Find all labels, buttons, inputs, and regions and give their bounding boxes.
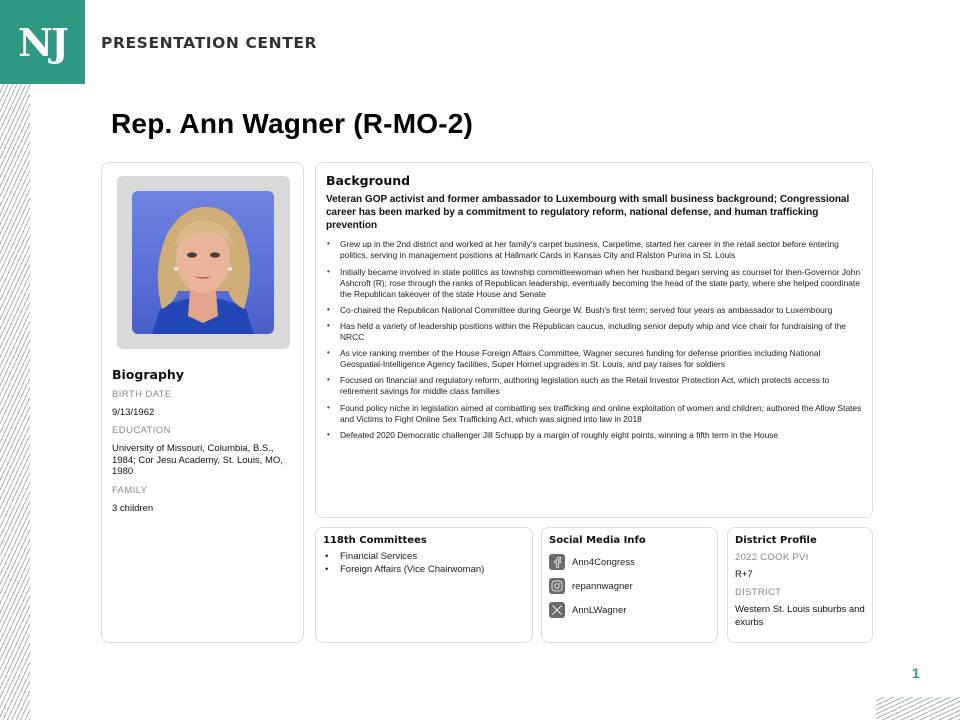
district-label: DISTRICT xyxy=(735,587,782,599)
birth-date-label: BIRTH DATE xyxy=(112,389,172,400)
district-title: District Profile xyxy=(735,535,817,546)
committees-title: 118th Committees xyxy=(323,535,427,546)
logo-text: NJ xyxy=(18,19,67,65)
district-value: Western St. Louis suburbs and exurbs xyxy=(735,604,865,628)
biography-body xyxy=(112,367,297,514)
district-profile-card xyxy=(727,527,873,643)
committees-card xyxy=(315,527,533,643)
cook-pvi-value: R+7 xyxy=(735,569,753,580)
committee-item: • Foreign Affairs (Vice Chairwoman) xyxy=(323,563,526,576)
bottom-hatch-decoration xyxy=(876,697,960,720)
facebook-icon xyxy=(549,554,565,570)
instagram-icon xyxy=(549,578,565,594)
social-media-card xyxy=(541,527,718,643)
biography-card xyxy=(101,162,304,643)
background-body xyxy=(326,173,864,446)
background-bullet: • Defeated 2020 Democratic challenger Jill Schupp by a margin of roughly eight points, winning a fifth term in the House xyxy=(326,430,864,441)
social-row-x xyxy=(549,602,711,618)
committee-item: • Financial Services xyxy=(323,550,526,563)
x-handle: AnnLWagner xyxy=(572,604,627,616)
background-bullet: • Co-chaired the Republican National Committee during George W. Bush's first term; served four years as ambassador to Luxembourg xyxy=(326,305,864,316)
background-summary: Veteran GOP activist and former ambassador to Luxembourg with small business background; Congressional career has been marked by a commitment to regulatory reform, national defense, and human trafficking prevention xyxy=(326,194,850,231)
committees-list xyxy=(323,550,526,576)
instagram-handle: repannwagner xyxy=(572,580,633,592)
nj-logo xyxy=(0,0,85,84)
social-media-body xyxy=(549,535,711,618)
education-value: University of Missouri, Columbia, B.S., 1984; Cor Jesu Academy, St. Louis, MO, 1980 xyxy=(112,443,283,478)
facebook-handle: Ann4Congress xyxy=(572,556,635,568)
education-label: EDUCATION xyxy=(112,425,171,437)
background-bullet: • Focused on financial and regulatory reform, authoring legislation such as the Retail Investor Protection Act, which protects access to retirement savings for middle class families xyxy=(326,375,864,397)
page-title: Rep. Ann Wagner (R-MO-2) xyxy=(111,108,474,139)
family-value: 3 children xyxy=(112,502,154,514)
background-card xyxy=(315,162,873,518)
background-bullet: • Initially became involved in state politics as township committeewoman when her husband began serving as counsel for then-Governor John Ashcroft (R); rose through the ranks of Republican leadership, eventually becoming the head of the state party, where she helped coordinate the Republican takeover of the state House and Senate xyxy=(326,267,864,300)
background-bullet: • Has held a variety of leadership positions within the Republican caucus, including senior deputy whip and vice chair for fundraising of the NRCC xyxy=(326,321,864,343)
social-row-instagram xyxy=(549,578,711,594)
background-bullet-list xyxy=(326,239,864,440)
background-bullet: • Found policy niche in legislation aimed at combatting sex trafficking and online exploitation of women and children; authored the Allow States and Victims to Fight Online Sex Trafficking Act, which was signed into law in 2018 xyxy=(326,403,864,425)
family-label: FAMILY xyxy=(112,484,148,496)
photo-frame xyxy=(117,176,290,349)
x-twitter-icon xyxy=(549,602,565,618)
portrait-illustration xyxy=(132,191,274,334)
background-bullet: • Grew up in the 2nd district and worked at her family's carpet business, Carpetime; started her career in the retail sector before entering politics, serving in management positions at Hallmark Cards in Kansas City and Ralston Purina in St. Louis xyxy=(326,239,864,261)
cook-pvi-label: 2022 COOK PVI xyxy=(735,552,809,563)
social-media-title: Social Media Info xyxy=(549,535,646,546)
biography-title: Biography xyxy=(112,367,184,382)
social-row-facebook xyxy=(549,554,711,570)
background-bullet: • As vice ranking member of the House Foreign Affairs Committee, Wagner secures funding for defense priorities including National Geospatial-Intelligence Agency facilities, Super Hornet upgrades in St. Louis, and pay raises for soldiers xyxy=(326,348,864,370)
left-hatch-decoration xyxy=(0,84,30,720)
page-number: 1 xyxy=(912,665,920,681)
header-title: PRESENTATION CENTER xyxy=(101,34,318,52)
background-title: Background xyxy=(326,173,411,188)
district-body xyxy=(735,535,866,629)
committees-body xyxy=(323,535,526,576)
birth-date-value: 9/13/1962 xyxy=(112,407,155,418)
portrait-photo xyxy=(132,191,274,334)
